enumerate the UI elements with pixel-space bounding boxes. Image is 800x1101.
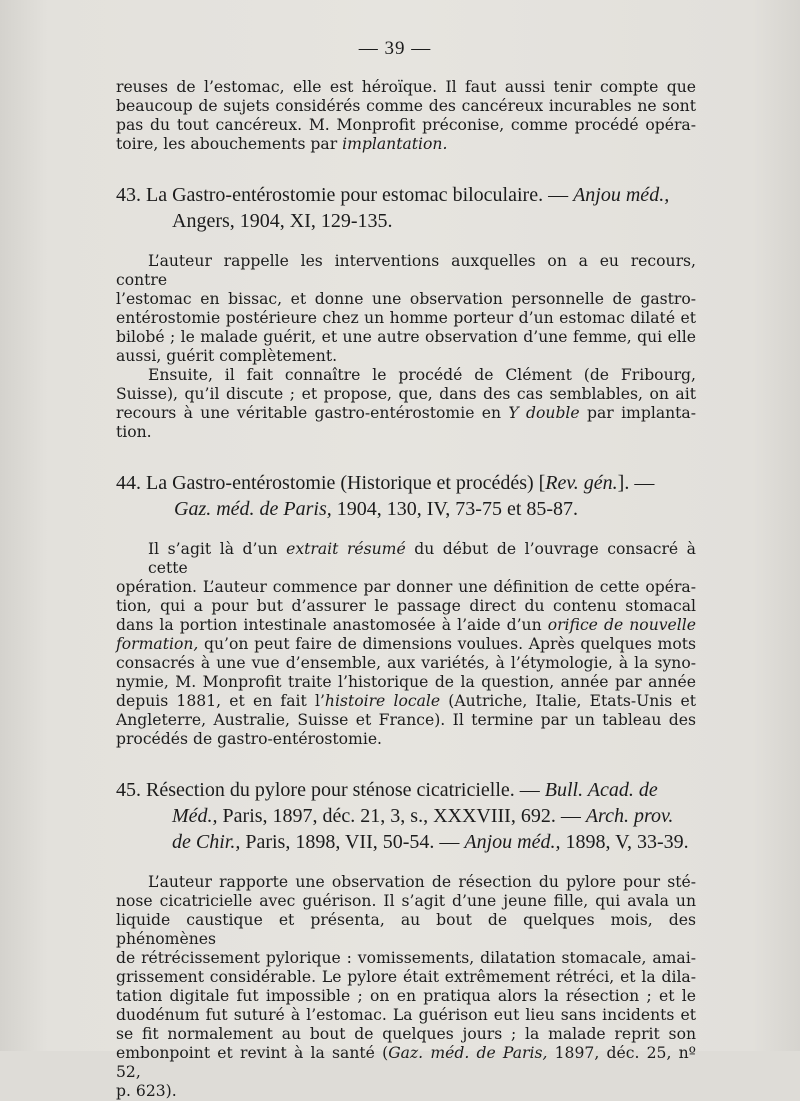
text-line: toire, les abouchements par implantation. bbox=[116, 135, 448, 153]
text-line: beaucoup de sujets considérés comme des cancéreux incurables ne sont bbox=[116, 97, 696, 115]
text-line: reuses de l’estomac, elle est héroïque. Il faut aussi tenir compte que bbox=[116, 78, 696, 96]
entry-44-heading: 44. La Gastro-entérostomie (Historique et procédés) [Rev. gén.]. — Gaz. méd. de Paris, 1904, 130, IV, 73-75 et 85-87. bbox=[116, 472, 655, 520]
intro-paragraph bbox=[116, 78, 696, 154]
page-number: — 39 — bbox=[358, 38, 432, 59]
entry-45-heading: 45. Résection du pylore pour sténose cicatricielle. — Bull. Acad. de Méd., Paris, 1897, déc. 21, 3, s., XXXVIII, 692. — Arch. prov. de Chir., Paris, 1898, VII, 50-54. — Anjou méd., 1898, V, 33-39. bbox=[116, 779, 689, 853]
entry-45-paragraph: L’auteur rapporte une observation de résection du pylore pour sté- nose cicatricielle avec guérison. Il s’agit d’une jeune fille, qui avala un liquide caustique et présenta, au bout de quelques mois, des phénomènes de rétrécissement pylorique : vomissements, dilatation stomacale, amai- grissement considérable. Le pylore était extrêmement rétréci, et la dila- tation digitale fut impossible ; on en pratiqua alors la résection ; et le duodénum fut suturé à l’estomac. La guérison eut lieu sans incidents et se fit normalement au bout de quelques jours ; la malade reprit son embonpoint et revint à la santé (Gaz. méd. de Paris, 1897, déc. 25, nº 52, p. 623). bbox=[116, 873, 697, 1100]
text-line: pas du tout cancéreux. M. Monprofit préconise, comme procédé opéra- bbox=[116, 116, 696, 134]
entry-43-paragraph-2: Ensuite, il fait connaître le procédé de Clément (de Fribourg, Suisse), qu’il discute ; et propose, que, dans des cas semblables, on ait recours à une véritable gastro-entérostomie en Y double par implanta- tion. bbox=[116, 366, 696, 441]
entry-44-paragraph: Il s’agit là d’un extrait résumé du début de l’ouvrage consacré à cette opération. L’auteur commence par donner une définition de cette opéra- tion, qui a pour but d’assurer le passage direct du contenu stomacal dans la portion intestinale anastomosée à l’aide d’un orifice de nouvelle formation, qu’on peut faire de dimensions voulues. Après quelques mots consacrés à une vue d’ensemble, aux variétés, à l’étymologie, à la syno- nymie, M. Monprofit traite l’historique de la question, année par année depuis 1881, et en fait l’histoire locale (Autriche, Italie, Etats-Unis et Angleterre, Australie, Suisse et France). Il termine par un tableau des procédés de gastro-entérostomie. bbox=[116, 540, 696, 748]
entry-43-heading: 43. La Gastro-entérostomie pour estomac biloculaire. — Anjou méd., Angers, 1904, XI, 129-135. bbox=[116, 184, 670, 232]
entry-43-paragraph-1: L’auteur rappelle les interventions auxquelles on a eu recours, contre l’estomac en bissac, et donne une observation personnelle de gastro- entérostomie postérieure chez un homme porteur d’un estomac dilaté et bilobé ; le malade guérit, et une autre observation d’une femme, qui elle aussi, guérit complètement. bbox=[116, 252, 696, 365]
page-content bbox=[116, 78, 696, 1101]
